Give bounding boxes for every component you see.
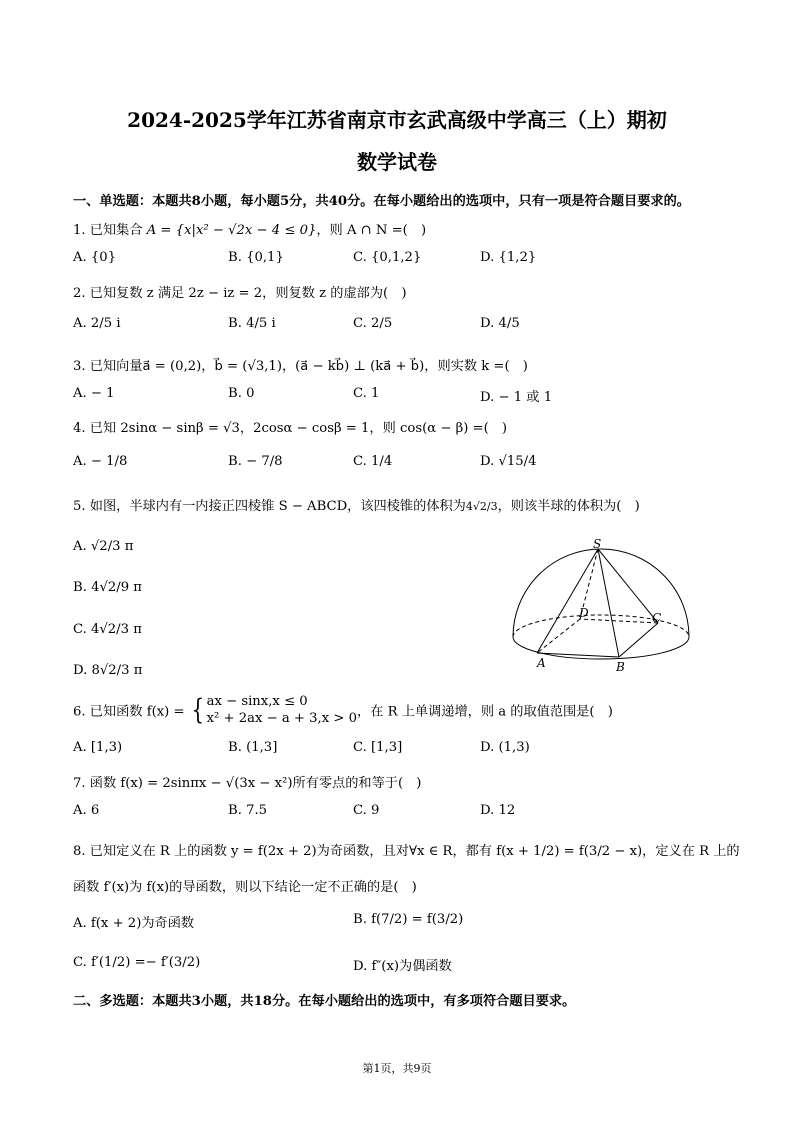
q7-option-d: D. 12 (480, 803, 516, 818)
q6-option-c: C. [1,3] (353, 740, 403, 755)
q5-option-a: A. √2/3 π (73, 539, 134, 554)
q7-option-c: C. 9 (353, 803, 380, 818)
q6-case2: x² + 2ax − a + 3,x > 0 (206, 711, 358, 726)
q1-option-c: C. {0,1,2} (353, 250, 422, 265)
q3-option-a: A. − 1 (73, 386, 115, 401)
q1-pre: 1. 已知集合 (73, 223, 147, 238)
q6-pre: 6. 已知函数 f(x) = (73, 704, 189, 720)
q1-option-b: B. {0,1} (228, 250, 284, 265)
q5-text-post: ，则该半球的体积为( ) (497, 499, 640, 514)
q4-option-a: A. − 1/8 (73, 454, 128, 469)
label-a: A (537, 656, 546, 670)
q5-volume: 4√2/3 (465, 500, 498, 513)
q5-text-pre: 5. 如图，半球内有一内接正四棱锥 S − ABCD，该四棱锥的体积为 (73, 499, 466, 514)
question-7: 7. 函数 f(x) = 2sinπx − √(3x − x²)所有零点的和等于( ) (73, 776, 422, 791)
q4-option-c: C. 1/4 (353, 454, 393, 469)
q6-brace: { (191, 693, 204, 726)
label-d: D (579, 606, 589, 620)
question-8-line2: 函数 f′(x)为 f(x)的导函数，则以下结论一定不正确的是( ) (73, 880, 417, 895)
question-5 (73, 495, 640, 514)
q4-option-b: B. − 7/8 (228, 454, 283, 469)
question-8-line1: 8. 已知定义在 R 上的函数 y = f(2x + 2)为奇函数，且对∀x ∈ R，都有 f(x + 1/2) = f(3/2 − x)，定义在 R 上的 (73, 844, 740, 859)
q6-post: ，在 R 上单调递增，则 a 的取值范围是( ) (357, 704, 613, 720)
q6-option-a: A. [1,3) (73, 740, 123, 755)
exam-subject: 数学试卷 (357, 150, 437, 174)
q6-case1: ax − sinx,x ≤ 0 (206, 694, 308, 709)
q1-post: ，则 A ∩ N =( ) (316, 223, 427, 238)
q8-option-d: D. f″(x)为偶函数 (353, 959, 452, 974)
q8-option-c: C. f′(1/2) =− f′(3/2) (73, 955, 201, 970)
page-footer: 第1页，共9页 (362, 1062, 432, 1075)
section1-heading: 一、单选题：本题共8小题，每小题5分，共40分。在每小题给出的选项中，只有一项是符合题目要求的。 (73, 194, 690, 209)
q4-option-d: D. √15/4 (480, 454, 537, 469)
q5-option-d: D. 8√2/3 π (73, 663, 143, 678)
q6-option-b: B. (1,3] (228, 740, 278, 755)
q7-option-a: A. 6 (73, 803, 100, 818)
exam-title: 2024-2025学年江苏省南京市玄武高级中学高三（上）期初 (127, 108, 667, 132)
q3-option-d: D. − 1 或 1 (480, 390, 553, 405)
q5-option-c: C. 4√2/3 π (73, 622, 142, 637)
q7-option-b: B. 7.5 (228, 803, 268, 818)
q2-option-b: B. 4/5 i (228, 316, 276, 331)
label-s: S (593, 537, 602, 551)
question-3: 3. 已知向量a⃗ = (0,2)，b⃗ = (√3,1)，(a⃗ − kb⃗) ⊥ (ka⃗ + b⃗)，则实数 k =( ) (73, 359, 528, 374)
label-c: C (652, 611, 662, 625)
q8-option-b: B. f(7/2) = f(3/2) (353, 912, 464, 927)
q3-option-b: B. 0 (228, 386, 255, 401)
q3-option-c: C. 1 (353, 386, 380, 401)
q6-option-d: D. (1,3) (480, 740, 530, 755)
q5-option-b: B. 4√2/9 π (73, 580, 142, 595)
question-2: 2. 已知复数 z 满足 2z − iz = 2，则复数 z 的虚部为( ) (73, 286, 407, 301)
section2-heading: 二、多选题：本题共3小题，共18分。在每小题给出的选项中，有多项符合题目要求。 (73, 994, 576, 1009)
hemisphere-pyramid-figure (505, 537, 695, 675)
q6-cases (207, 693, 357, 727)
q2-option-c: C. 2/5 (353, 316, 393, 331)
q2-option-a: A. 2/5 i (73, 316, 121, 331)
label-b: B (616, 660, 625, 674)
q1-option-a: A. {0} (73, 250, 117, 265)
question-4: 4. 已知 2sinα − sinβ = √3，2cosα − cosβ = 1，则 cos(α − β) =( ) (73, 421, 508, 436)
q1-option-d: D. {1,2} (480, 250, 537, 265)
question-1 (73, 219, 426, 238)
question-6 (73, 693, 613, 727)
q1-set: A = {x|x² − √2x − 4 ≤ 0} (146, 223, 317, 238)
q8-option-a: A. f(x + 2)为奇函数 (73, 916, 195, 931)
q2-option-d: D. 4/5 (480, 316, 520, 331)
